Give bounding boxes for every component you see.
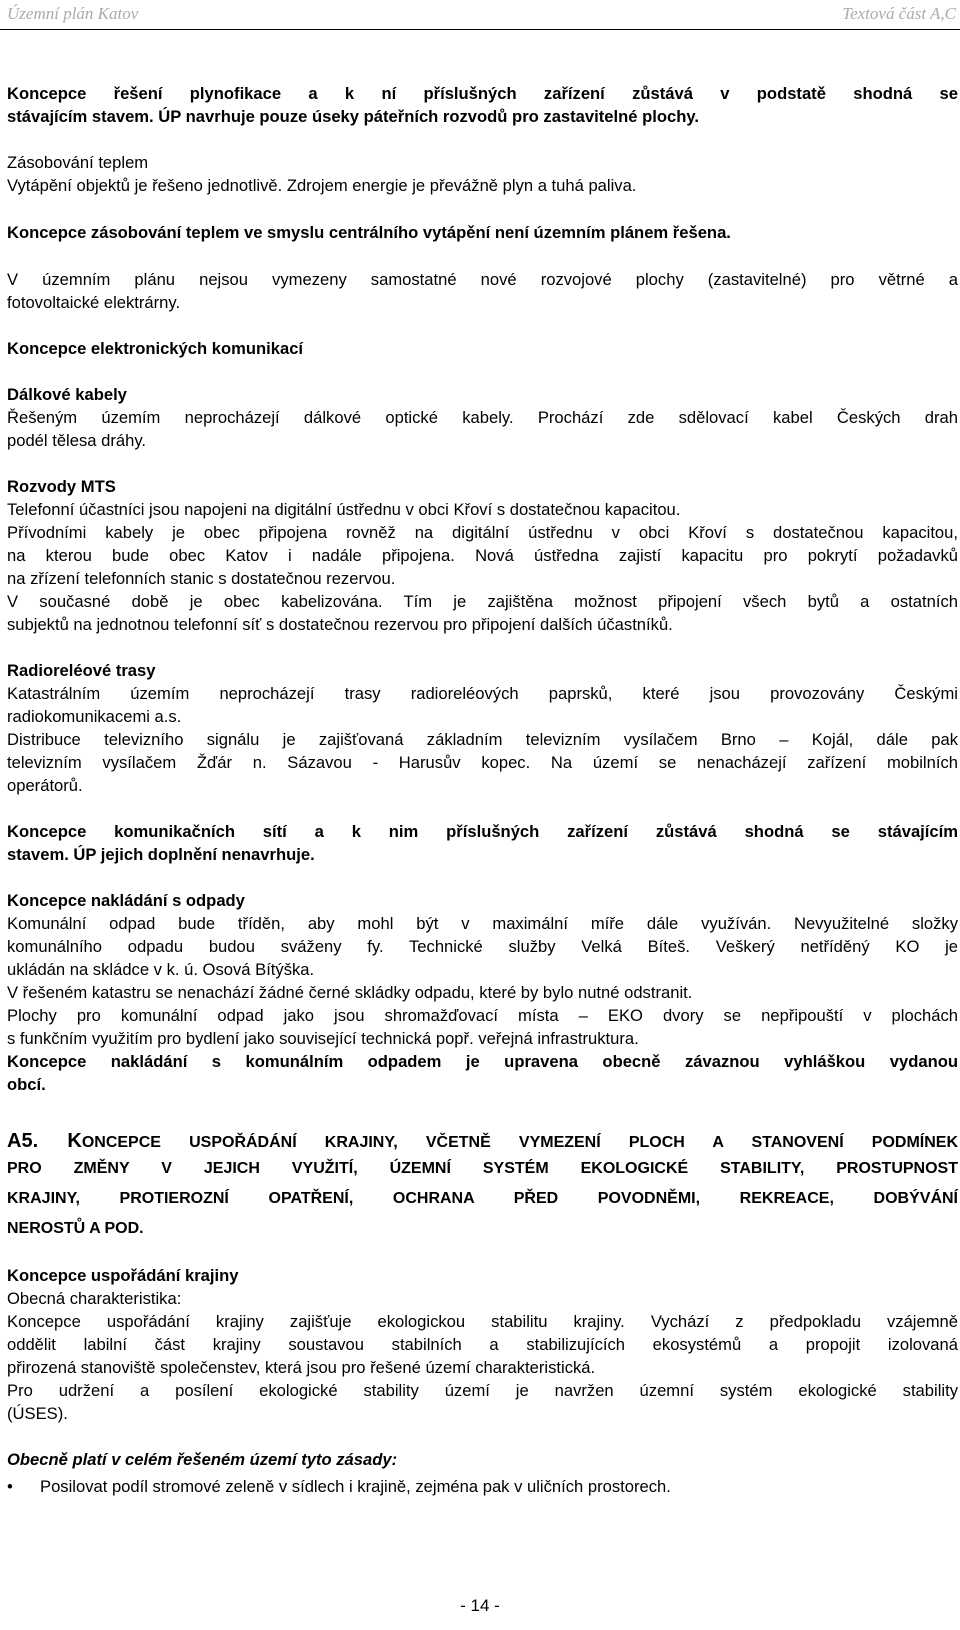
subsection-heading: Rozvody MTS xyxy=(7,477,116,496)
paragraph-line: Koncepce nakládání s komunálním odpadem je upravena obecně závaznou vyhláškou vydanou xyxy=(7,1052,958,1071)
subsection-heading: Radioreléové trasy xyxy=(7,661,156,680)
paragraph-line: V územním plánu nejsou vymezeny samostatné nové rozvojové plochy (zastavitelné) pro větrné a xyxy=(7,270,958,289)
paragraph-line: Koncepce řešení plynofikace a k ní příslušných zařízení zůstává v podstatě shodná se xyxy=(7,84,958,103)
paragraph-line: oddělit labilní část krajiny soustavou stabilních a stabilizujících ekosystémů a propojit izolovaná xyxy=(7,1335,958,1354)
paragraph-line: V současné době je obec kabelizována. Tím je zajištěna možnost připojení všech bytů a ostatních xyxy=(7,592,958,611)
bullet-marker: • xyxy=(7,1477,13,1496)
paragraph-line: ukládán na skládce v k. ú. Osová Bítýška. xyxy=(7,960,315,979)
header-section-title: Textová část A,C xyxy=(842,4,956,23)
chapter-heading-line: KRAJINY, PROTIEROZNÍ OPATŘENÍ, OCHRANA PŘED POVODNĚMI, REKREACE, DOBÝVÁNÍ xyxy=(7,1190,958,1207)
paragraph-line: radiokomunikacemi a.s. xyxy=(7,707,182,726)
paragraph-line: na zřízení telefonních stanic s dostatečnou rezervou. xyxy=(7,569,396,588)
chapter-title-part: ONCEPCE USPOŘÁDÁNÍ KRAJINY, VČETNĚ VYMEZENÍ PLOCH A STANOVENÍ PODMÍNEK xyxy=(81,1134,959,1151)
section-heading: Koncepce nakládání s odpady xyxy=(7,891,245,910)
paragraph-line: Koncepce komunikačních sítí a k nim příslušných zařízení zůstává shodná se stávajícím xyxy=(7,822,958,841)
paragraph-line: Koncepce uspořádání krajiny zajišťuje ekologickou stabilitu krajiny. Vychází z předpokladu vzájemně xyxy=(7,1312,958,1331)
paragraph-line: Obecná charakteristika: xyxy=(7,1289,182,1308)
paragraph-line: Vytápění objektů je řešeno jednotlivě. Zdrojem energie je převážně plyn a tuhá paliva. xyxy=(7,176,637,195)
chapter-number: A5. K xyxy=(7,1130,82,1152)
page-number: - 14 - xyxy=(460,1596,500,1615)
page-header xyxy=(0,0,960,30)
paragraph-line: V řešeném katastru se nenachází žádné černé skládky odpadu, které by bylo nutné odstranit. xyxy=(7,983,693,1002)
chapter-heading-line: PRO ZMĚNY V JEJICH VYUŽITÍ, ÚZEMNÍ SYSTÉM EKOLOGICKÉ STABILITY, PROSTUPNOST xyxy=(7,1160,958,1177)
paragraph-line: Přívodními kabely je obec připojena rovněž na digitální ústřednu v obci Křoví s dostatečnou kapacitou, xyxy=(7,523,958,542)
paragraph-line: s funkčním využitím pro bydlení jako související technická popř. veřejná infrastruktura. xyxy=(7,1029,639,1048)
paragraph-line: Telefonní účastníci jsou napojeni na digitální ústřednu v obci Křoví s dostatečnou kapacitou. xyxy=(7,500,681,519)
paragraph-line: stavem. ÚP jejich doplnění nenavrhuje. xyxy=(7,845,315,864)
paragraph-line: televizním vysílačem Žďár n. Sázavou - Harusův kopec. Na území se nenacházejí zařízení mobilních xyxy=(7,753,958,772)
list-item xyxy=(7,1477,947,1498)
section-heading: Obecně platí v celém řešeném území tyto zásady: xyxy=(7,1450,398,1469)
paragraph-line: subjektů na jednotnou telefonní síť s dostatečnou rezervou pro připojení dalších účastníků. xyxy=(7,615,673,634)
paragraph-line: Řešeným územím neprocházejí dálkové optické kabely. Prochází zde sdělovací kabel Českých drah xyxy=(7,408,958,427)
list-item-text: Posilovat podíl stromové zeleně v sídlech i krajině, zejména pak v uličních prostorech. xyxy=(40,1477,671,1496)
chapter-heading-line xyxy=(7,1130,958,1153)
paragraph-line: podél tělesa dráhy. xyxy=(7,431,146,450)
paragraph-line: na kterou bude obec Katov i nadále připojena. Nová ústředna zajistí kapacitu pro pokrytí požadavků xyxy=(7,546,958,565)
paragraph-line: fotovoltaické elektrárny. xyxy=(7,293,181,312)
paragraph-line: přirozená stanoviště společenstev, která jsou pro řešené území charakteristická. xyxy=(7,1358,596,1377)
paragraph-line: obcí. xyxy=(7,1075,46,1094)
paragraph-line: stávajícím stavem. ÚP navrhuje pouze úseky páteřních rozvodů pro zastavitelné plochy. xyxy=(7,107,699,126)
section-heading: Zásobování teplem xyxy=(7,153,149,172)
subsection-heading: Dálkové kabely xyxy=(7,385,127,404)
paragraph-line: komunálního odpadu budou sváženy fy. Technické služby Velká Bíteš. Veškerý netříděný KO je xyxy=(7,937,958,956)
paragraph-line: Koncepce zásobování teplem ve smyslu centrálního vytápění není územním plánem řešena. xyxy=(7,223,731,242)
header-document-title: Územní plán Katov xyxy=(7,4,139,23)
paragraph-line: Plochy pro komunální odpad jako jsou shromažďovací místa – EKO dvory se nepřipouští v plochách xyxy=(7,1006,958,1025)
paragraph-line: Distribuce televizního signálu je zajišťovaná základním televizním vysílačem Brno – Kojál, dále pak xyxy=(7,730,958,749)
paragraph-line: operátorů. xyxy=(7,776,83,795)
paragraph-line: Komunální odpad bude tříděn, aby mohl být v maximální míře dále využíván. Nevyužitelné složky xyxy=(7,914,958,933)
paragraph-line: Pro udržení a posílení ekologické stability území je navržen územní systém ekologické stability xyxy=(7,1381,958,1400)
section-heading: Koncepce elektronických komunikací xyxy=(7,339,304,358)
section-heading: Koncepce uspořádání krajiny xyxy=(7,1266,239,1285)
paragraph-line: (ÚSES). xyxy=(7,1404,68,1423)
paragraph-line: Katastrálním územím neprocházejí trasy radioreléových paprsků, které jsou provozovány Českými xyxy=(7,684,958,703)
chapter-heading-line: NEROSTŮ A POD. xyxy=(7,1220,144,1237)
